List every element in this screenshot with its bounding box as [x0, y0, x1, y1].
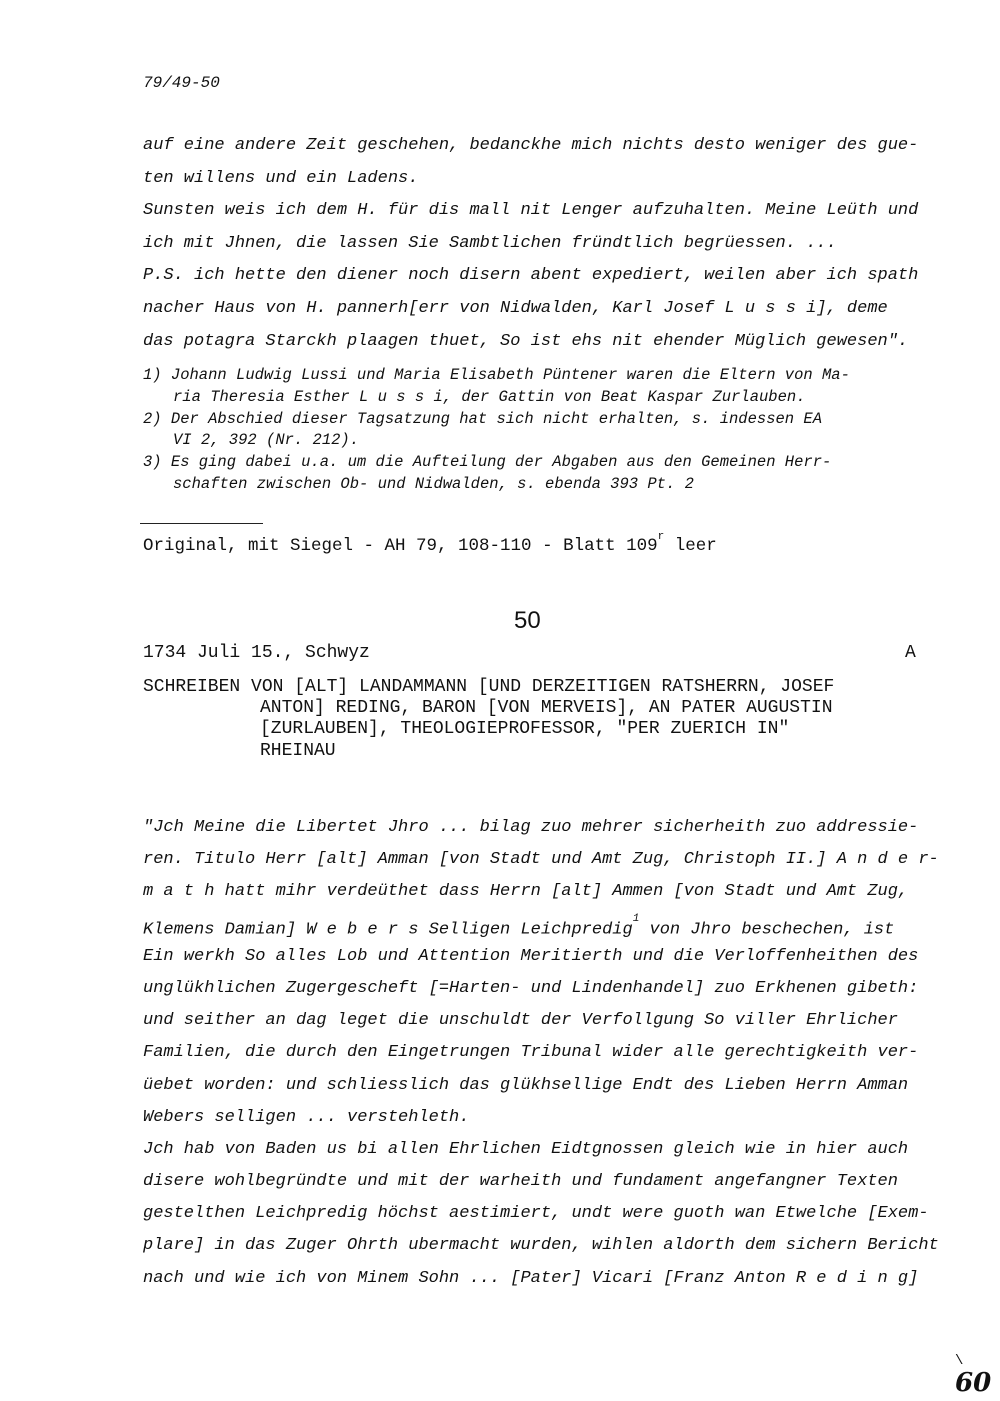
document-letter: A [905, 643, 916, 663]
body-line: disere wohlbegründte und mit der warheith und fundament angefangner Texten [143, 1172, 898, 1192]
heading-line: SCHREIBEN VON [ALT] LANDAMMANN [UND DERZEITIGEN RATSHERRN, JOSEF [143, 677, 835, 697]
body-line: unglükhlichen Zugergescheft [=Harten- und Lindenhandel] zuo Erkhenen gibeth: [143, 978, 919, 998]
text-line: auf eine andere Zeit geschehen, bedanckhe mich nichts desto weniger des gue- [143, 136, 919, 155]
body-line: "Jch Meine die Libertet Jhro ... bilag zuo mehrer sicherheith zuo addressie- [143, 818, 919, 837]
text-line: ten willens und ein Ladens. [143, 168, 419, 188]
body-line: gestelthen Leichpredig höchst aestimiert, undt were guoth wan Etwelche [Exem- [143, 1204, 929, 1224]
text-line: das potagra Starckh plaagen thuet, So ist ehs nit ehender Müglich gewesen". [143, 331, 909, 351]
body-line: ren. Titulo Herr [alt] Amman [von Stadt und Amt Zug, Christoph II.] A n d e r- [143, 850, 939, 870]
letter-body [143, 812, 939, 1295]
body-line-part: Klemens Damian] W e b e r s Selligen Leichpredig [143, 920, 633, 940]
heading-line: RHEINAU [260, 740, 336, 761]
footnote-2: 2) Der Abschied dieser Tagsatzung hat sich nicht erhalten, s. indessen EA [143, 409, 823, 428]
body-line: Webers selligen ... verstehleth. [143, 1107, 470, 1127]
text-line: Sunsten weis ich dem H. für dis mall nit Lenger aufzuhalten. Meine Leüth und [143, 201, 919, 221]
body-line: und seither an dag leget die unschuldt der Verfollgung So viller Ehrlicher [143, 1011, 898, 1031]
body-line: Ein werkh So alles Lob und Attention Meritierth und die Verloffenheithen des [143, 946, 919, 966]
footnote-1-cont: ria Theresia Esther L u s s i, der Gattin von Beat Kaspar Zurlauben. [173, 387, 806, 406]
body-line: plare] in das Zuger Ohrth ubermacht wurden, wihlen aldorth dem sichern Bericht [143, 1236, 939, 1256]
previous-letter-continuation [143, 130, 918, 358]
document-heading [143, 677, 834, 762]
page-number: 60 [955, 1368, 992, 1398]
separator-rule [140, 523, 263, 524]
footnote-2-cont: VI 2, 392 (Nr. 212). [173, 431, 360, 450]
heading-line: ANTON] REDING, BARON [VON MERVEIS], AN PATER AUGUSTIN [260, 698, 833, 719]
source-sup: r [657, 531, 665, 543]
body-line: Jch hab von Baden us bi allen Ehrlichen Eidtgnossen gleich wie in hier auch [143, 1139, 909, 1159]
body-line: Familien, die durch den Eingetrungen Tribunal wider alle gerechtigkeith ver- [143, 1043, 919, 1063]
footnote-1: 1) Johann Ludwig Lussi und Maria Elisabeth Püntener waren die Eltern von Ma- [143, 366, 850, 384]
body-line: üebet worden: und schliesslich das glükhsellige Endt des Lieben Herrn Amman [143, 1075, 909, 1095]
document-number: 50 [514, 607, 541, 634]
body-line [143, 909, 939, 941]
body-line: nach und wie ich von Minem Sohn ... [Pater] Vicari [Franz Anton R e d i n g] [143, 1268, 919, 1288]
source-tail: leer [664, 535, 717, 556]
footnote-3-cont: schaften zwischen Ob- und Nidwalden, s. ebenda 393 Pt. 2 [173, 474, 694, 493]
footnotes [143, 365, 850, 496]
footnote-ref: 1 [632, 912, 640, 925]
heading-line: [ZURLAUBEN], THEOLOGIEPROFESSOR, "PER ZUERICH IN" [260, 719, 790, 740]
source-text: Original, mit Siegel - AH 79, 108-110 - Blatt 109 [143, 535, 658, 556]
text-line: ich mit Jhnen, die lassen Sie Sambtlichen fründtlich begrüessen. ... [143, 233, 837, 253]
date-place: 1734 Juli 15., Schwyz [143, 643, 370, 663]
body-line: m a t h hatt mihr verdeüthet dass Herrn [alt] Ammen [von Stadt und Amt Zug, [143, 882, 909, 902]
footnote-3: 3) Es ging dabei u.a. um die Aufteilung der Abgaben aus den Gemeinen Herr- [143, 453, 832, 472]
page-mark: \ [955, 1353, 964, 1369]
body-line-part: von Jhro beschechen, ist [639, 920, 895, 940]
source-note [143, 531, 717, 556]
text-line: nacher Haus von H. pannerh[err von Nidwalden, Karl Josef L u s s i], deme [143, 298, 888, 318]
text-line: P.S. ich hette den diener noch disern abent expediert, weilen aber ich spath [143, 266, 919, 286]
page-reference: 79/49-50 [143, 74, 220, 92]
